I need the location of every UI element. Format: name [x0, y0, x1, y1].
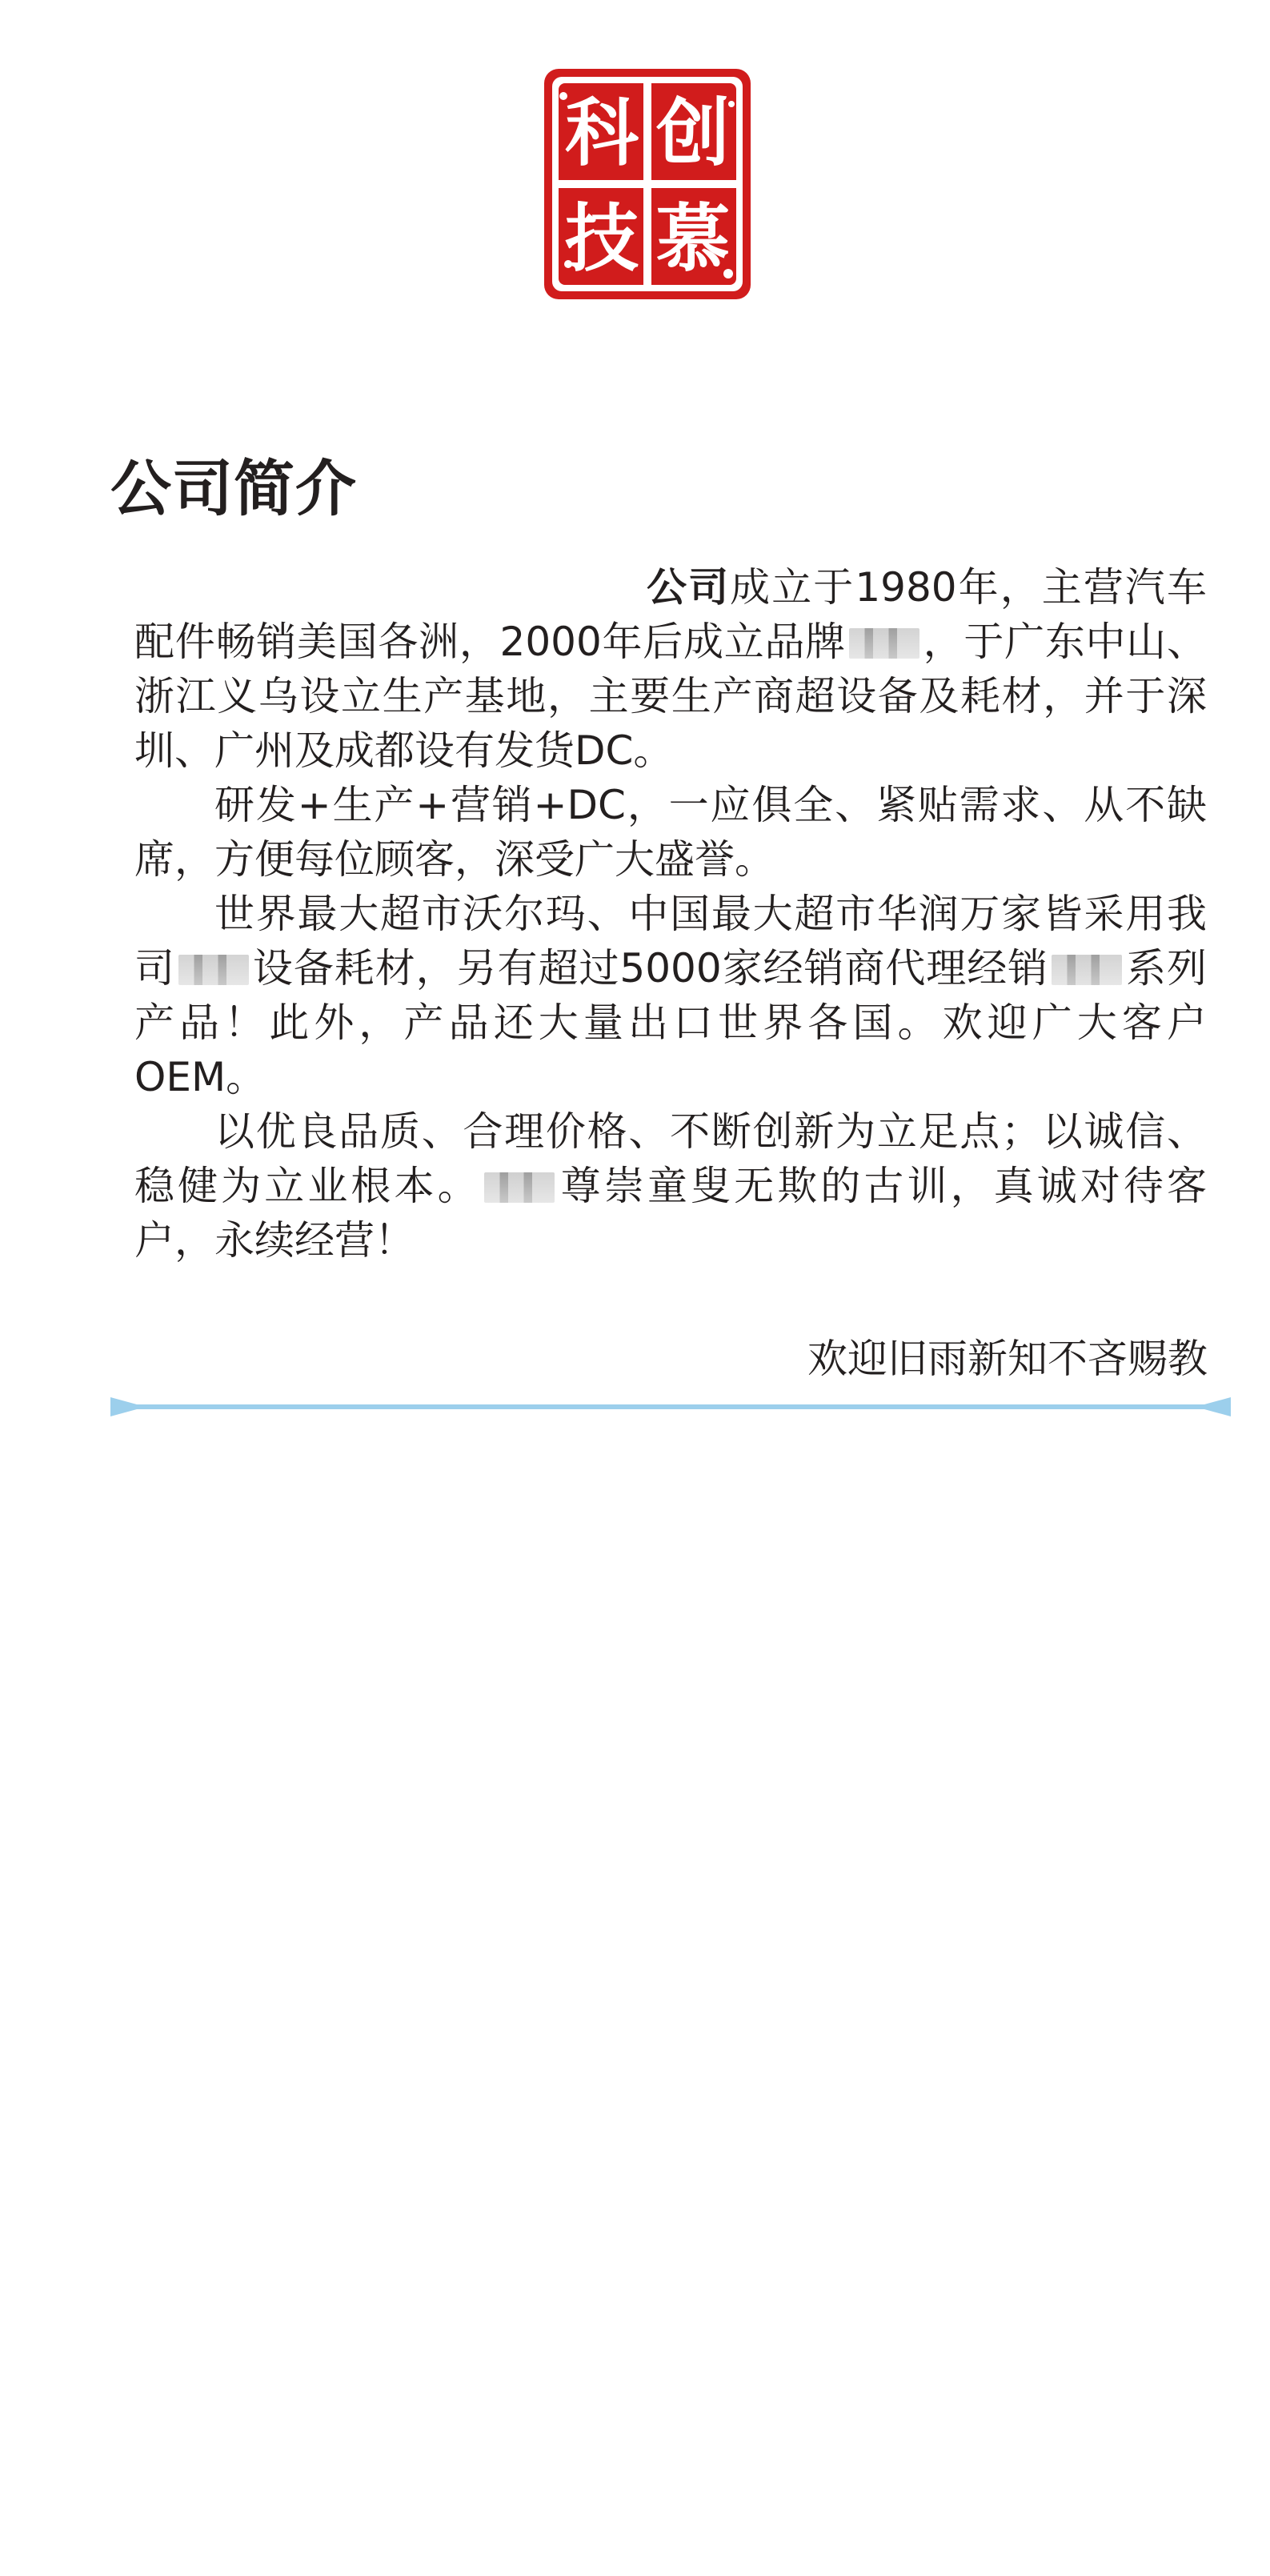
closing-line: 欢迎旧雨新知不吝赐教 — [807, 1336, 1208, 1382]
paragraph-text: 系列产品！此外，产品还大量出口世界各国。欢迎广大客户OEM。 — [134, 945, 1208, 1100]
paragraph-text: 尊崇童叟无欺的古训，真诚对待客户，永续经营！ — [134, 1163, 1208, 1264]
redacted-brand-name — [484, 1172, 555, 1203]
redacted-brand-name — [849, 628, 919, 659]
paragraph-text: ，于广东中山、浙江义乌设立生产基地，主要生产商超设备及耗材，并于深圳、广州及成都设有发货DC。 — [134, 619, 1208, 774]
seal-char-bottom-right: 慕 — [655, 195, 731, 282]
seal-char-bottom-left: 技 — [564, 195, 639, 282]
seal-char-top-left: 科 — [564, 90, 639, 176]
company-seal-logo — [539, 64, 755, 304]
paragraph-2 — [134, 778, 1207, 887]
company-intro-body — [134, 560, 1207, 1268]
paragraph-text: 以优良品质、合理价格、不断创新为立足点；以诚信、稳健为立业根本。 — [134, 1108, 1207, 1209]
section-divider — [110, 1391, 1231, 1423]
paragraph-1 — [134, 560, 1207, 778]
seal-char-top-right: 创 — [655, 90, 731, 176]
page-title: 公司简介 — [110, 453, 357, 524]
paragraph-text: 成立于1980年，主营汽车配件畅销美国各洲，2000年后成立品牌 — [134, 564, 1207, 665]
paragraph-lead: 公司 — [647, 564, 731, 611]
paragraph-4 — [134, 1104, 1207, 1268]
redacted-brand-name — [1052, 955, 1122, 985]
paragraph-3 — [134, 887, 1207, 1104]
paragraph-text: 世界最大超市沃尔玛、中国最大超市华润万家皆采用我司 — [134, 891, 1207, 992]
paragraph-text: 研发+生产+营销+DC，一应俱全、紧贴需求、从不缺席，方便每位顾客，深受广大盛誉。 — [134, 782, 1207, 883]
paragraph-text: 设备耗材，另有超过5000家经销商代理经销 — [251, 945, 1049, 992]
redacted-brand-name — [178, 955, 249, 985]
